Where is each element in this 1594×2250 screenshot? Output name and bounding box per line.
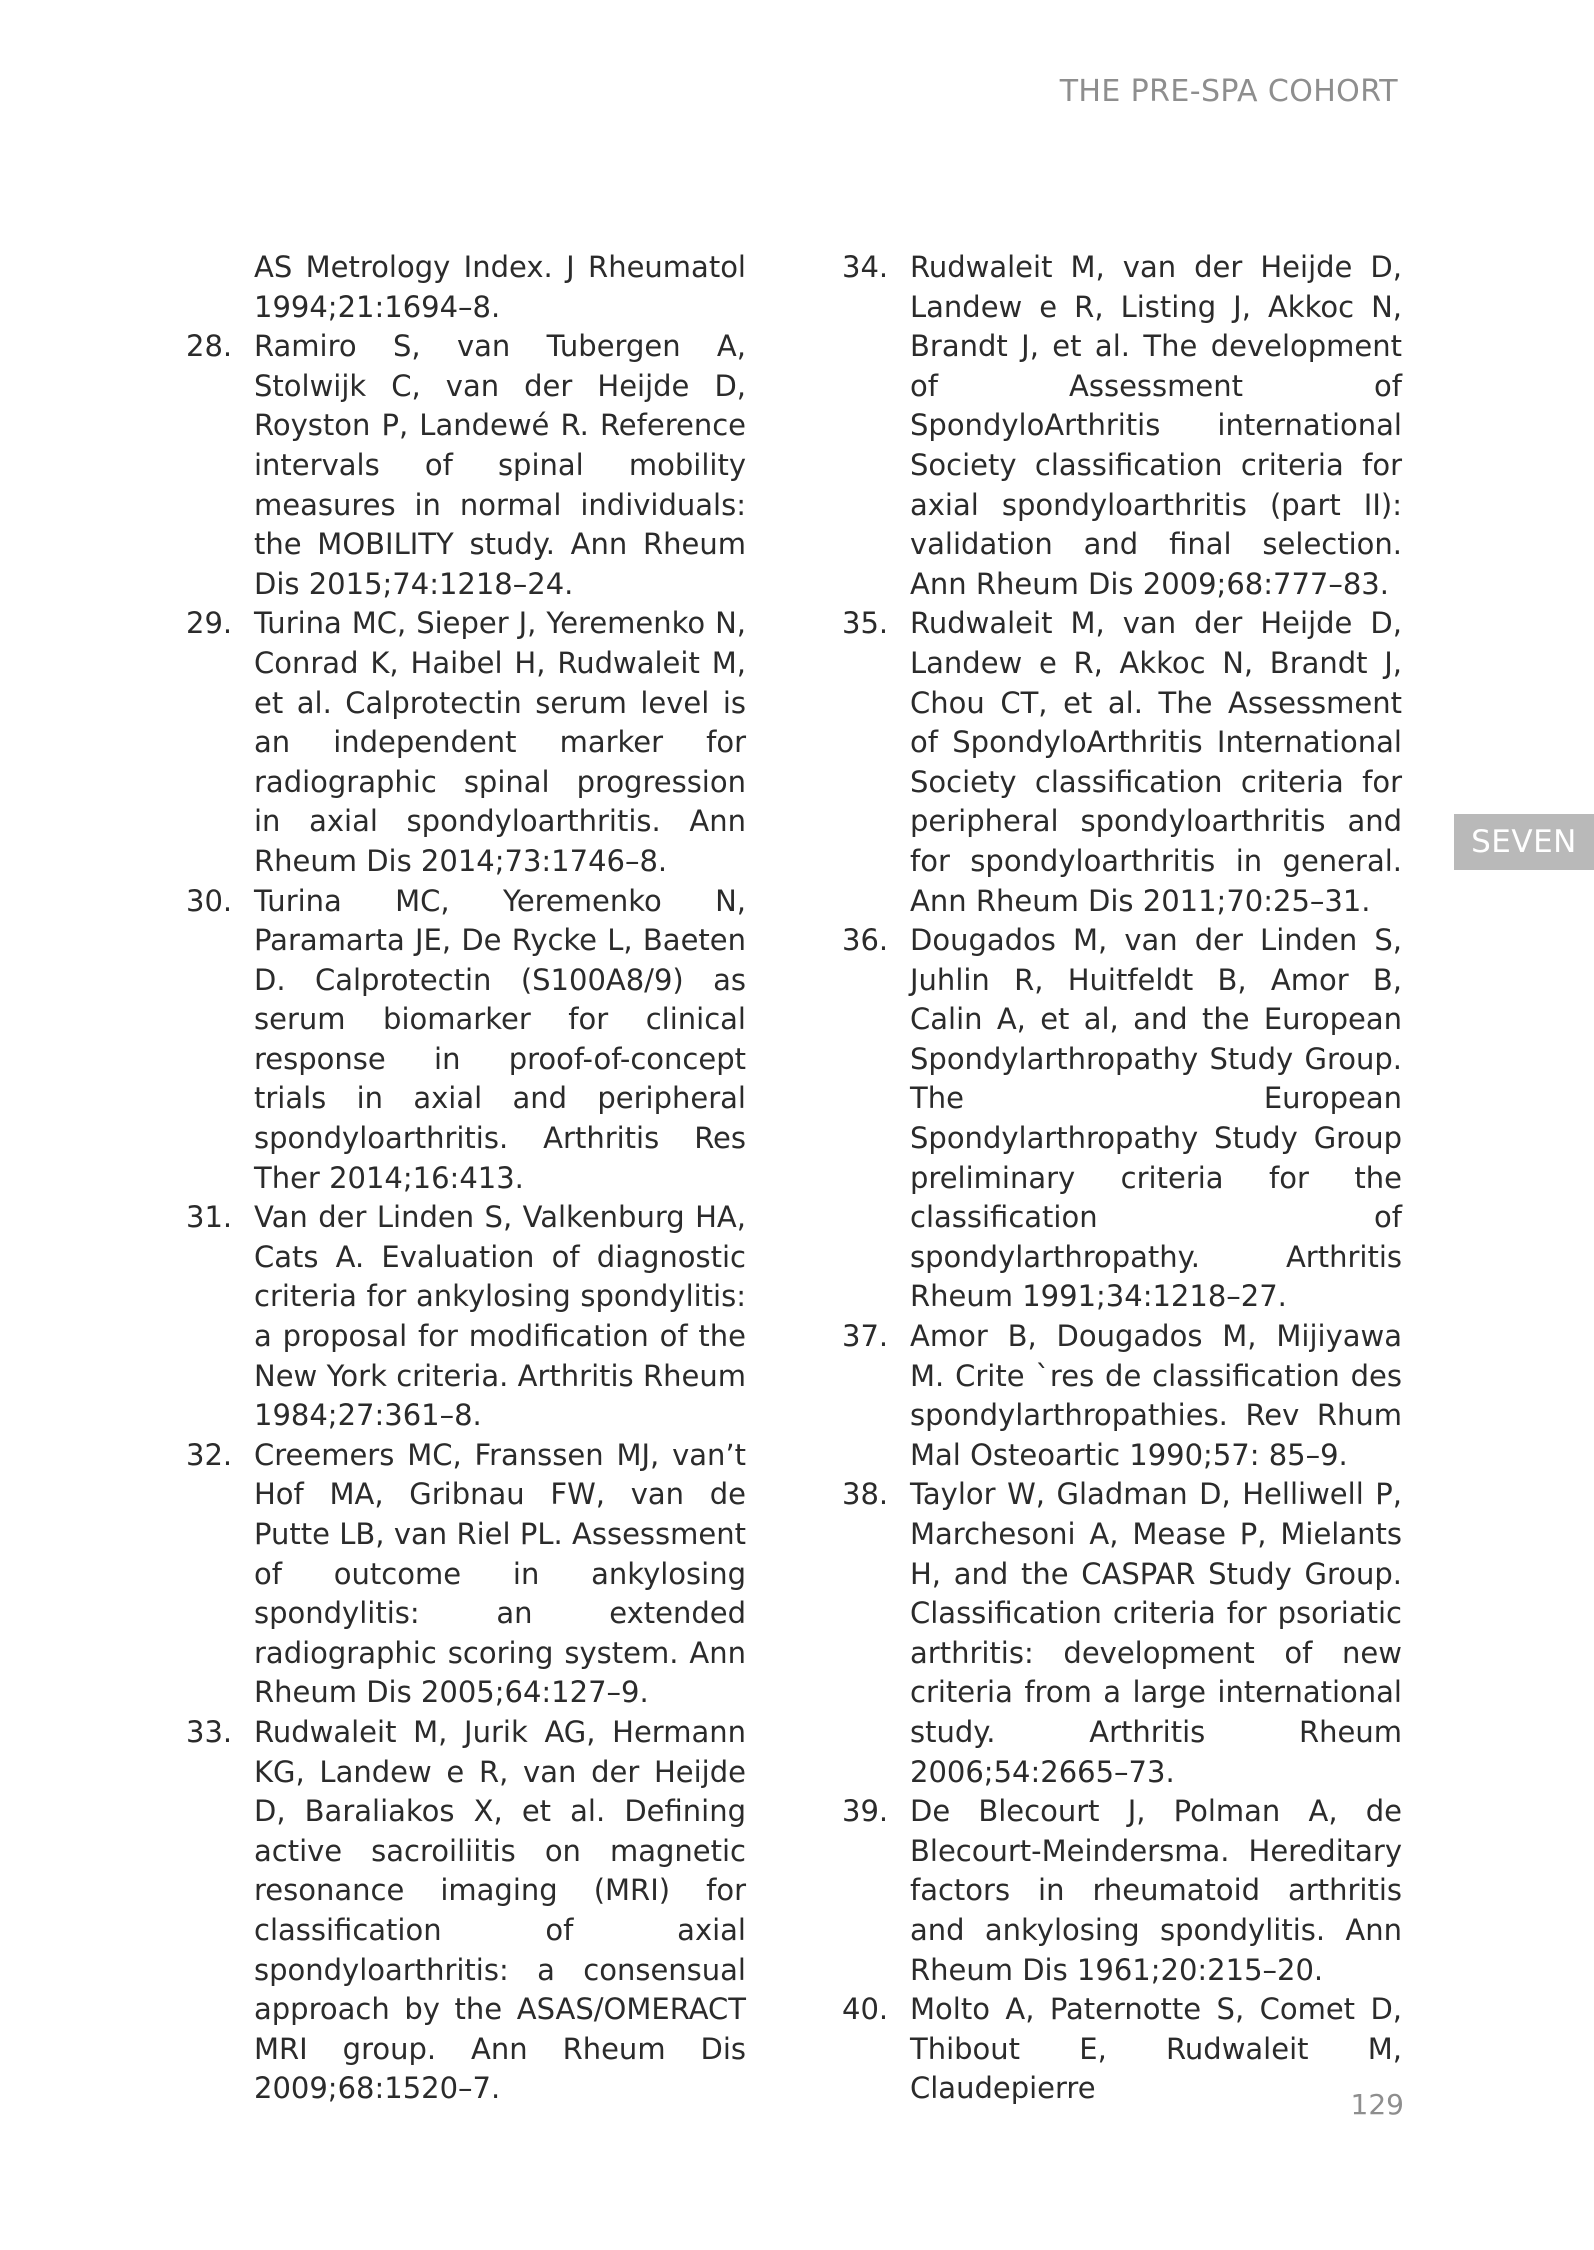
reference-text: Molto A, Paternotte S, Comet D, Thibout E, Rudwaleit M, Claudepierre [910, 1992, 1402, 2106]
reference-number: 29. [186, 606, 233, 641]
reference-item [186, 1436, 746, 1713]
reference-item [842, 248, 1402, 604]
reference-number: 39. [842, 1794, 889, 1829]
reference-item [186, 604, 746, 881]
reference-text: Amor B, Dougados M, Mijiyawa M. Crite `res de classification des spondylarthropathies. Rev Rhum Mal Osteoartic 1990;57: 85–9. [910, 1319, 1402, 1472]
reference-number: 37. [842, 1319, 889, 1354]
reference-text: Rudwaleit M, van der Heijde D, Landew e R, Listing J, Akkoc N, Brandt J, et al. The development of Assessment of SpondyloArthritis international Society classification criteria for axial spondyloarthritis (part II): validation and final selection. Ann Rheum Dis 2009;68:777–83. [910, 250, 1402, 601]
reference-number: 32. [186, 1437, 233, 1472]
page-number: 129 [1350, 2088, 1404, 2121]
reference-column-left [186, 248, 746, 2109]
running-header: THE PRE-SPA COHORT [1059, 74, 1398, 109]
reference-item [842, 1317, 1402, 1475]
reference-text: AS Metrology Index. J Rheumatol 1994;21:1694–8. [254, 250, 746, 324]
reference-column-right [842, 248, 1402, 2109]
reference-item [186, 327, 746, 604]
reference-number: 38. [842, 1477, 889, 1512]
reference-number: 33. [186, 1714, 233, 1749]
reference-item [842, 921, 1402, 1317]
reference-item [186, 1713, 746, 2109]
reference-number: 40. [842, 1992, 889, 2027]
reference-text: Taylor W, Gladman D, Helliwell P, Marchesoni A, Mease P, Mielants H, and the CASPAR Study Group. Classification criteria for psoriatic arthritis: development of new criteria from a large international study. Arthritis Rheum 2006;54:2665–73. [910, 1477, 1402, 1789]
reference-text: Van der Linden S, Valkenburg HA, Cats A. Evaluation of diagnostic criteria for ankylosing spondylitis: a proposal for modification of the New York criteria. Arthritis Rheum 1984;27:361–8. [254, 1200, 746, 1433]
reference-item [842, 1475, 1402, 1792]
reference-text: Turina MC, Sieper J, Yeremenko N, Conrad K, Haibel H, Rudwaleit M, et al. Calprotectin serum level is an independent marker for radiographic spinal progression in axial spondyloarthritis. Ann Rheum Dis 2014;73:1746–8. [254, 606, 746, 878]
reference-text: Creemers MC, Franssen MJ, van’t Hof MA, Gribnau FW, van de Putte LB, van Riel PL. Assessment of outcome in ankylosing spondylitis: an extended radiographic scoring system. Ann Rheum Dis 2005;64:127–9. [254, 1437, 746, 1710]
reference-item [186, 1198, 746, 1436]
reference-text: Ramiro S, van Tubergen A, Stolwijk C, van der Heijde D, Royston P, Landewé R. Reference intervals of spinal mobility measures in normal individuals: the MOBILITY study. Ann Rheum Dis 2015;74:1218–24. [254, 329, 746, 601]
reference-number: 28. [186, 329, 233, 364]
reference-number: 34. [842, 250, 889, 284]
reference-text: Rudwaleit M, Jurik AG, Hermann KG, Landew e R, van der Heijde D, Baraliakos X, et al. Defining active sacroiliitis on magnetic resonance imaging (MRI) for classification of axial spondyloarthritis: a consensual approach by the ASAS/OMERACT MRI group. Ann Rheum Dis 2009;68:1520–7. [254, 1714, 746, 2106]
chapter-tab: SEVEN [1454, 814, 1594, 870]
reference-number: 31. [186, 1200, 233, 1235]
reference-item [842, 1990, 1402, 2109]
reference-continuation [186, 248, 746, 327]
reference-number: 30. [186, 883, 233, 918]
reference-text: Dougados M, van der Linden S, Juhlin R, Huitfeldt B, Amor B, Calin A, et al, and the European Spondylarthropathy Study Group. The European Spondylarthropathy Study Group preliminary criteria for the classification of spondylarthropathy. Arthritis Rheum 1991;34:1218–27. [910, 923, 1402, 1314]
reference-number: 36. [842, 923, 889, 958]
reference-text: De Blecourt J, Polman A, de Blecourt-Meindersma. Hereditary factors in rheumatoid arthritis and ankylosing spondylitis. Ann Rheum Dis 1961;20:215–20. [910, 1794, 1402, 1987]
reference-text: Turina MC, Yeremenko N, Paramarta JE, De Rycke L, Baeten D. Calprotectin (S100A8/9) as serum biomarker for clinical response in proof-of-concept trials in axial and peripheral spondyloarthritis. Arthritis Res Ther 2014;16:413. [254, 883, 746, 1195]
reference-text: Rudwaleit M, van der Heijde D, Landew e R, Akkoc N, Brandt J, Chou CT, et al. The Assessment of SpondyloArthritis International Society classification criteria for peripheral spondyloarthritis and for spondyloarthritis in general. Ann Rheum Dis 2011;70:25–31. [910, 606, 1402, 918]
reference-number: 35. [842, 606, 889, 641]
reference-item [842, 604, 1402, 921]
reference-item [186, 882, 746, 1199]
reference-item [842, 1792, 1402, 1990]
